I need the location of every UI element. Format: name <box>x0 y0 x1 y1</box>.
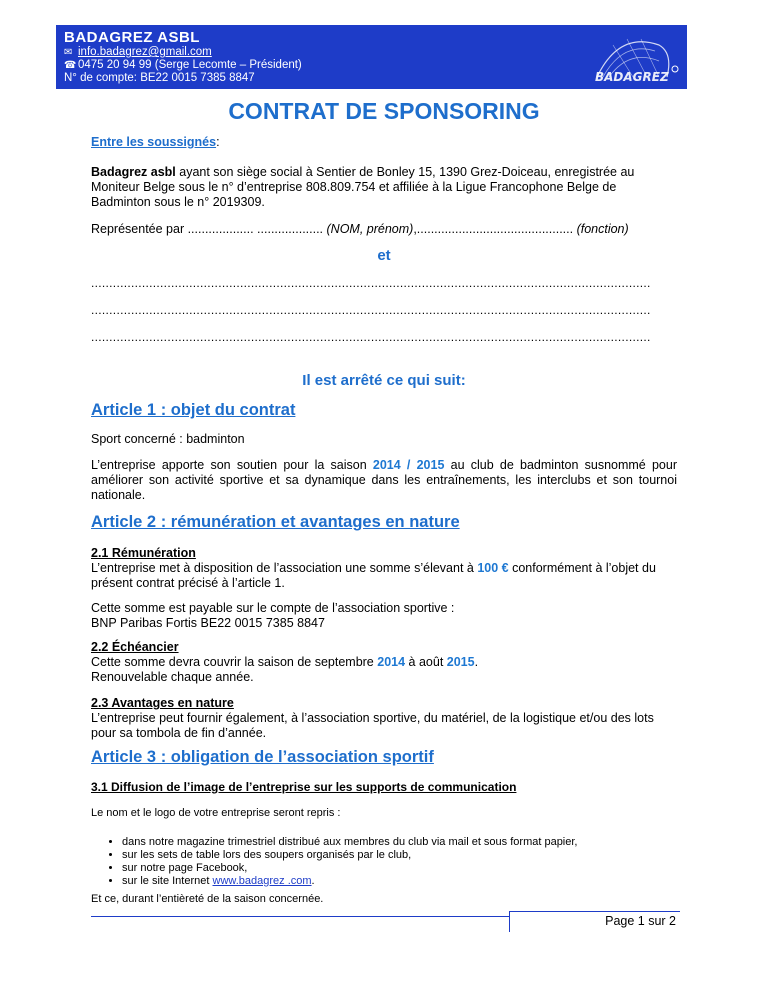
footer-rule <box>91 916 509 917</box>
article-1-heading: Article 1 : objet du contrat <box>91 401 296 419</box>
blank-line-3[interactable]: .......................................................................................................................................................... <box>91 330 651 344</box>
parties-intro-colon: : <box>216 135 220 149</box>
account-line: N° de compte: BE22 0015 7385 8847 <box>64 72 255 84</box>
section-2-3-text: L’entreprise peut fournir également, à l’association sportive, du matériel, de la logistique et/ou des lots pour sa tombola de fin d’année. <box>91 711 654 740</box>
section-2-2-title: 2.2 Échéancier <box>91 640 179 654</box>
renewable-text: Renouvelable chaque année. <box>91 670 254 684</box>
phone-line <box>64 59 302 72</box>
page-number: Page 1 sur 2 <box>605 914 676 928</box>
svg-text:BADAGREZ: BADAGREZ <box>595 70 669 84</box>
list-item: • sur les sets de table lors des soupers organisés par le club, <box>122 849 578 862</box>
article-2-heading: Article 2 : rémunération et avantages en nature <box>91 513 460 531</box>
website-period: . <box>311 875 315 887</box>
list-item: • dans notre magazine trimestriel distribué aux membres du club via mail et sous format papier, <box>122 836 578 849</box>
page-number-box <box>509 911 680 932</box>
section-2-1 <box>91 546 677 591</box>
represented-label: Représentée par ................... ................... <box>91 222 324 236</box>
section-2-1-title: 2.1 Rémunération <box>91 546 196 560</box>
badagrez-logo <box>589 31 681 85</box>
blank-line-1[interactable]: .......................................................................................................................................................... <box>91 276 651 290</box>
email-link[interactable]: info.badagrez@gmail.com <box>78 46 212 58</box>
schedule-text-b: à août <box>405 655 447 669</box>
payable-text: Cette somme est payable sur le compte de l’association sportive : <box>91 601 455 615</box>
article-3-intro: Le nom et le logo de votre entreprise seront repris : <box>91 807 341 819</box>
org-name: BADAGREZ ASBL <box>64 29 200 46</box>
section-3-1-title-text: 3.1 Diffusion de l’image de l’entreprise sur les supports de communication <box>91 780 517 794</box>
section-2-3-title: 2.3 Avantages en nature <box>91 696 234 710</box>
envelope-icon: ✉ <box>64 47 73 58</box>
remuneration-text-a: L’entreprise met à disposition de l’association une somme s’élevant à <box>91 561 478 575</box>
website-link[interactable]: www.badagrez .com <box>212 875 312 887</box>
et-separator: et <box>377 247 391 264</box>
parties-org-paragraph <box>91 165 677 210</box>
represented-by-line <box>91 222 677 237</box>
article-1-text-b: au club de badminton susnommé pour améliorer son activité sportive et sa dynamique dans les entraînements, les interclubs et son tournoi nationale. <box>91 458 677 502</box>
list-item: • sur notre page Facebook, <box>122 862 578 875</box>
list-item <box>122 875 578 888</box>
schedule-text-c: . <box>474 655 479 669</box>
section-2-1-text <box>91 561 677 591</box>
blank-line-2[interactable]: .......................................................................................................................................................... <box>91 303 651 317</box>
org-bold-name: Badagrez asbl <box>91 165 176 179</box>
parties-intro <box>91 135 677 150</box>
amount-value: 100 € <box>477 561 509 575</box>
arrete-heading: Il est arrêté ce qui suit: <box>302 372 466 389</box>
schedule-year-start: 2014 <box>377 655 406 669</box>
represented-name-hint: (NOM, prénom) <box>323 222 414 236</box>
section-2-2-text <box>91 655 677 670</box>
phone-text: 0475 20 94 99 (Serge Lecomte – Président) <box>78 59 302 71</box>
bank-account: BNP Paribas Fortis BE22 0015 7385 8847 <box>91 616 325 630</box>
parties-intro-label: Entre les soussignés <box>91 135 217 149</box>
schedule-text-a: Cette somme devra couvrir la saison de septembre <box>91 655 378 669</box>
payable-paragraph <box>91 601 677 631</box>
org-description: ayant son siège social à Sentier de Bonley 15, 1390 Grez-Doiceau, enregistrée au Moniteur Belge sous le n° d’entreprise 808.809.754 et affiliée à la Ligue Francophone Belge de Badminton sous le n° 2019309. <box>91 165 635 209</box>
section-3-1-title <box>91 780 677 795</box>
communication-list <box>108 836 578 888</box>
article-1-text <box>91 458 677 503</box>
represented-dots: ,............................................. <box>413 222 574 236</box>
letterhead-banner <box>56 25 687 89</box>
email-line <box>64 46 212 59</box>
article-3-closing: Et ce, durant l’entièreté de la saison concernée. <box>91 893 324 905</box>
document-title: CONTRAT DE SPONSORING <box>228 98 540 124</box>
section-2-3 <box>91 696 677 741</box>
represented-function-hint: (fonction) <box>573 222 629 236</box>
remuneration-text-b: conformément à l’objet du présent contrat précisé à l’article 1. <box>91 561 656 590</box>
article-1-text-a: L’entreprise apporte son soutien pour la saison <box>91 458 373 472</box>
season-value: 2014 / 2015 <box>372 458 445 472</box>
website-text: sur le site Internet <box>122 875 213 887</box>
section-2-2 <box>91 640 677 685</box>
schedule-year-end: 2015 <box>446 655 475 669</box>
sport-concerned: Sport concerné : badminton <box>91 432 245 446</box>
phone-icon: ☎ <box>64 60 77 71</box>
article-3-heading: Article 3 : obligation de l’association sportif <box>91 748 434 766</box>
